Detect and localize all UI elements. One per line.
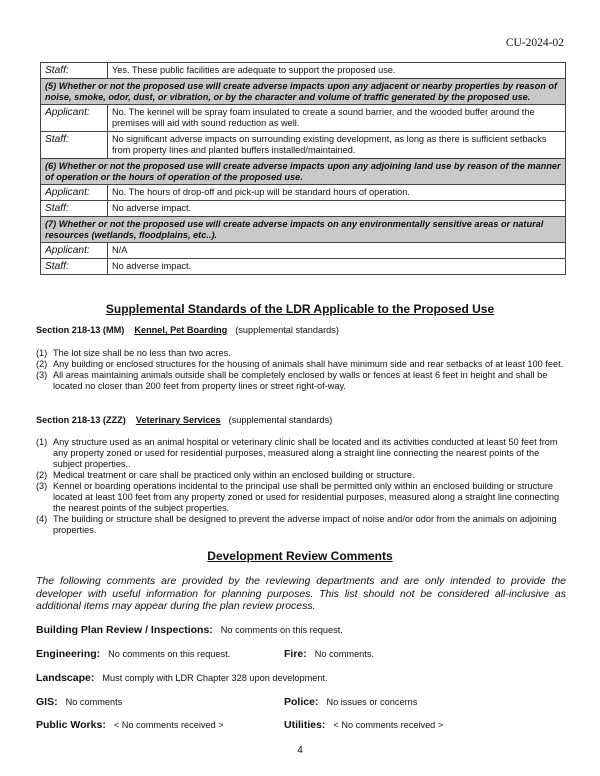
police-value: No issues or concerns xyxy=(326,697,418,707)
standard-number: (1) xyxy=(36,437,48,447)
fire-label: Fire: xyxy=(284,648,307,660)
criterion-question: (6) Whether or not the proposed use will create adverse impacts upon any adjoining land use by reason of the manner of operation or the hours of operation of the proposed use. xyxy=(41,159,566,185)
landscape-label: Landscape: xyxy=(36,672,95,684)
section-heading-kennel xyxy=(36,325,339,335)
criteria-table xyxy=(40,62,566,275)
criterion-question-row xyxy=(41,159,566,185)
response-text: No significant adverse impacts on surrounding existing development, as long as there is sufficient setbacks from property lines and planted buffers installed/maintained. xyxy=(108,132,566,159)
building-review-row xyxy=(36,624,343,636)
section-heading-veterinary xyxy=(36,415,332,425)
building-value: No comments on this request. xyxy=(220,625,343,635)
police-row xyxy=(284,696,417,708)
kennel-standards-list xyxy=(36,348,566,392)
section-note: (supplemental standards) xyxy=(235,325,339,335)
public-works-value: < No comments received > xyxy=(113,720,224,730)
gis-row xyxy=(36,696,122,708)
criterion-question: (5) Whether or not the proposed use will create adverse impacts upon any adjacent or nearby properties by reason of noise, smoke, odor, dust, or vibration, or by the character and volume of traffic generated by the proposed use. xyxy=(41,79,566,105)
utilities-value: < No comments received > xyxy=(333,720,444,730)
response-role: Staff: xyxy=(41,201,108,217)
standard-text: Any structure used as an animal hospital or veterinary clinic shall be located and its activities conducted at least 50 feet from any property zoned or used for residential purposes, measured along a straight line connecting the nearest points of the subject properties.. xyxy=(53,437,558,469)
section-name: Kennel, Pet Boarding xyxy=(134,325,228,335)
criterion-question-row xyxy=(41,217,566,243)
standard-number: (1) xyxy=(36,348,48,358)
response-row xyxy=(41,201,566,217)
standard-item xyxy=(36,481,566,514)
standard-item xyxy=(36,370,566,392)
utilities-row xyxy=(284,719,443,731)
standard-text: The lot size shall be no less than two acres. xyxy=(53,348,231,358)
document-id: CU-2024-02 xyxy=(505,37,564,49)
response-row xyxy=(41,132,566,159)
police-label: Police: xyxy=(284,696,319,708)
response-text: No adverse impact. xyxy=(108,201,566,217)
page-number: 4 xyxy=(297,745,303,756)
section-code: Section 218-13 (MM) xyxy=(36,325,125,335)
response-role: Staff: xyxy=(41,63,108,79)
public-works-row xyxy=(36,719,224,731)
engineering-row xyxy=(36,648,230,660)
landscape-value: Must comply with LDR Chapter 328 upon development. xyxy=(102,673,328,683)
review-heading: Development Review Comments xyxy=(207,549,393,563)
response-role: Applicant: xyxy=(41,105,108,132)
standard-item xyxy=(36,514,566,536)
response-text: No. The hours of drop-off and pick-up will be standard hours of operation. xyxy=(108,185,566,201)
standard-text: Any building or enclosed structures for the housing of animals shall have minimum side and rear setbacks of at least 100 feet. xyxy=(53,359,564,369)
response-role: Staff: xyxy=(41,259,108,275)
utilities-label: Utilities: xyxy=(284,719,326,731)
response-text: No. The kennel will be spray foam insulated to create a sound barrier, and the wooded buffer around the premises will aid with sound reduction as well. xyxy=(108,105,566,132)
veterinary-standards-list xyxy=(36,437,566,536)
section-note: (supplemental standards) xyxy=(228,415,333,425)
supplemental-heading: Supplemental Standards of the LDR Applicable to the Proposed Use xyxy=(105,302,495,316)
response-row xyxy=(41,259,566,275)
building-label: Building Plan Review / Inspections: xyxy=(36,624,213,636)
standard-item xyxy=(36,348,566,359)
standard-item xyxy=(36,470,566,481)
review-intro: The following comments are provided by the reviewing departments and are only intended to provide the developer with useful information for planning purposes. This list should not be considered all-inclusive as additional items may appear during the plan review process. xyxy=(36,575,566,612)
response-row xyxy=(41,185,566,201)
standard-text: All areas maintaining animals outside shall be completely enclosed by walls or fences at least 6 feet in height and shall be located no closer than 200 feet from property lines or street right-of-way. xyxy=(53,370,548,391)
gis-label: GIS: xyxy=(36,696,58,708)
response-row xyxy=(41,63,566,79)
standard-number: (2) xyxy=(36,470,48,480)
fire-value: No comments. xyxy=(314,649,374,659)
standard-number: (3) xyxy=(36,370,48,380)
criterion-question: (7) Whether or not the proposed use will create adverse impacts on any environmentally sensitive areas or natural resources (wetlands, floodplains, etc..). xyxy=(41,217,566,243)
response-row xyxy=(41,243,566,259)
engineering-label: Engineering: xyxy=(36,648,101,660)
standard-item xyxy=(36,437,566,470)
landscape-row xyxy=(36,672,328,684)
standard-text: Medical treatment or care shall be practiced only within an enclosed building or structure. xyxy=(53,470,415,480)
response-text: N/A xyxy=(108,243,566,259)
standard-number: (3) xyxy=(36,481,48,491)
gis-value: No comments xyxy=(65,697,123,707)
standard-item xyxy=(36,359,566,370)
standard-text: The building or structure shall be designed to prevent the adverse impact of noise and/or odor from the animals on adjoining properties. xyxy=(53,514,557,535)
public-works-label: Public Works: xyxy=(36,719,106,731)
standard-text: Kennel or boarding operations incidental to the principal use shall be permitted only within an enclosed building or structure located at least 100 feet from any property zoned or used for residential purposes, measured along a straight line connecting the nearest points of the subject properties. xyxy=(53,481,560,513)
fire-row xyxy=(284,648,374,660)
response-text: Yes. These public facilities are adequate to support the proposed use. xyxy=(108,63,566,79)
engineering-value: No comments on this request. xyxy=(108,649,231,659)
response-role: Staff: xyxy=(41,132,108,159)
response-role: Applicant: xyxy=(41,185,108,201)
standard-number: (2) xyxy=(36,359,48,369)
section-name: Veterinary Services xyxy=(135,415,221,425)
response-role: Applicant: xyxy=(41,243,108,259)
section-code: Section 218-13 (ZZZ) xyxy=(36,415,126,425)
standard-number: (4) xyxy=(36,514,48,524)
response-row xyxy=(41,105,566,132)
response-text: No adverse impact. xyxy=(108,259,566,275)
criterion-question-row xyxy=(41,79,566,105)
